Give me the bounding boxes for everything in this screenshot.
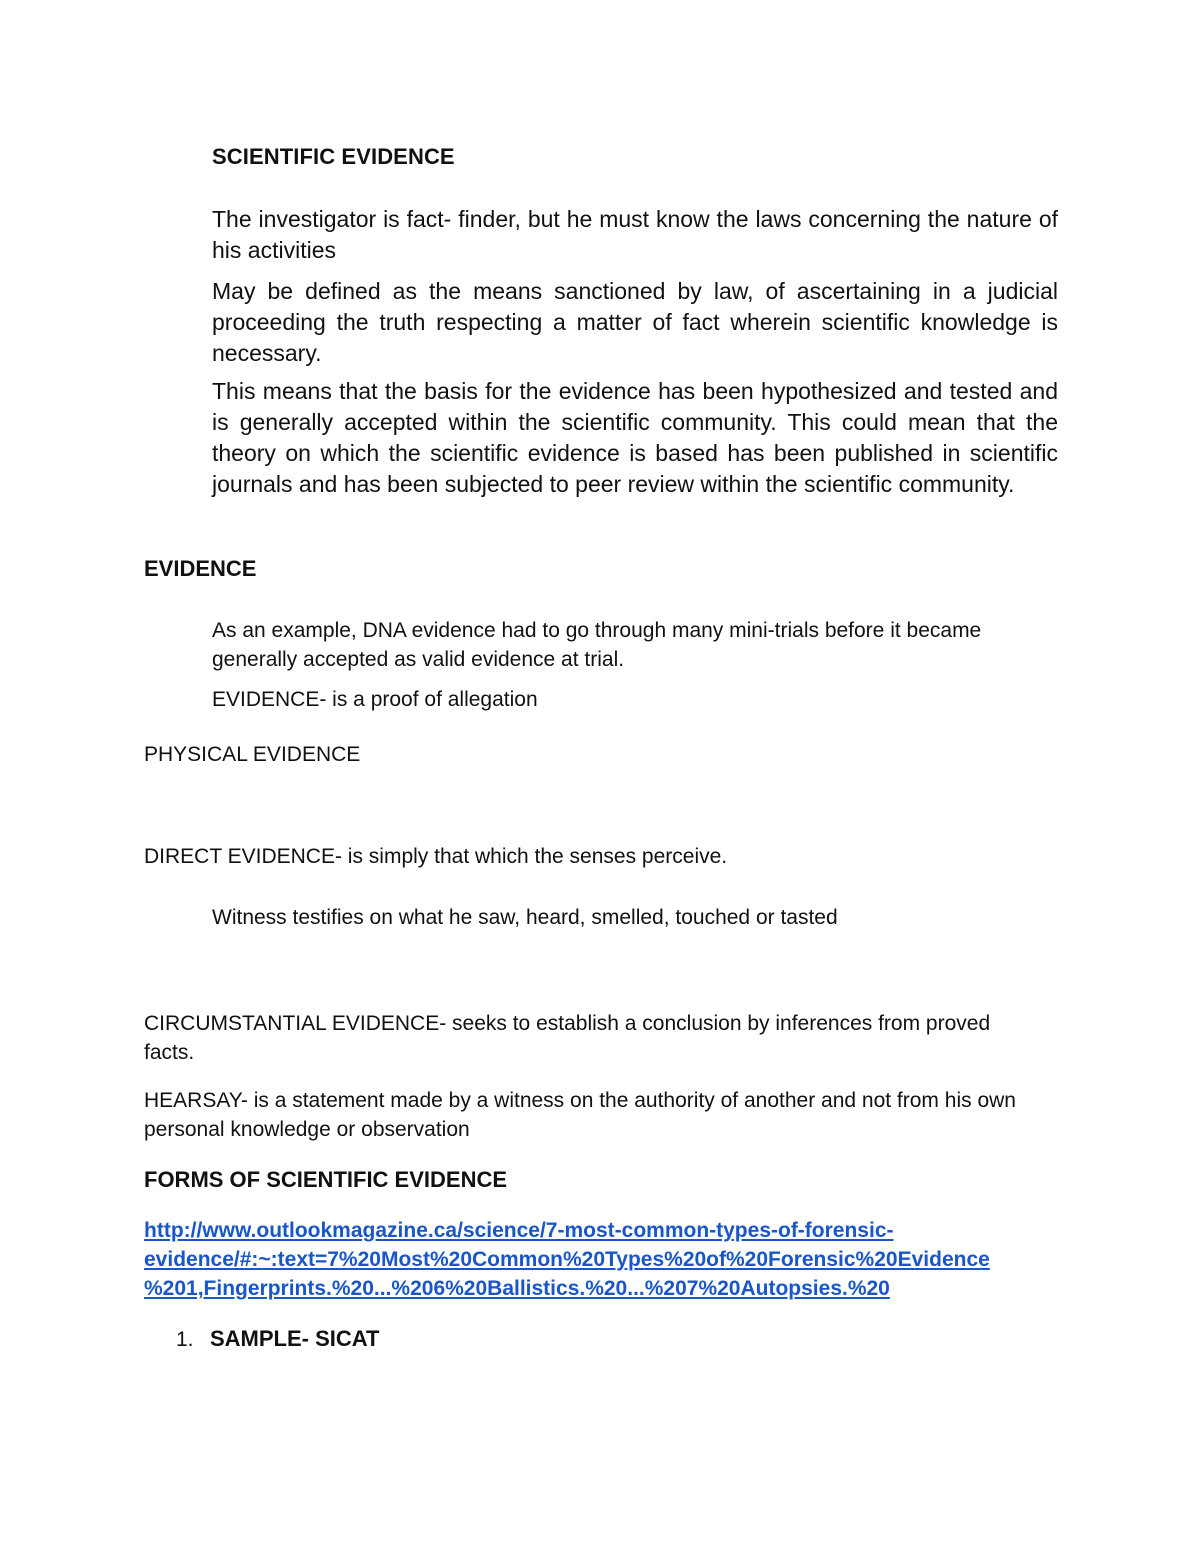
list-item [176,1326,379,1352]
document-title: SCIENTIFIC EVIDENCE [212,144,455,169]
definition-paragraph: May be defined as the means sanctioned by law, of ascertaining in a judicial proceeding the truth respecting a matter of fact wherein scientific knowledge is necessary. [212,278,1058,366]
hearsay-definition: HEARSAY- is a statement made by a witness on the authority of another and not from his own personal knowledge or observation [144,1089,1016,1141]
intro-paragraph: The investigator is fact- finder, but he must know the laws concerning the nature of his activities [212,206,1058,263]
witness-line: Witness testifies on what he saw, heard, smelled, touched or tasted [212,906,838,929]
reference-link-line[interactable]: evidence/#:~:text=7%20Most%20Common%20Types%20of%20Forensic%20Evidence [144,1248,990,1271]
list-item-label: SAMPLE- SICAT [209,1326,380,1351]
circumstantial-evidence-definition: CIRCUMSTANTIAL EVIDENCE- seeks to establish a conclusion by inferences from proved facts. [144,1012,991,1064]
reference-link[interactable] [144,1216,1064,1303]
evidence-heading: EVIDENCE [144,556,257,581]
reference-link-line[interactable]: http://www.outlookmagazine.ca/science/7-most-common-types-of-forensic- [144,1219,894,1242]
dna-example-paragraph: As an example, DNA evidence had to go through many mini-trials before it became generally accepted as valid evidence at trial. [212,619,982,671]
evidence-definition: EVIDENCE- is a proof of allegation [212,688,538,711]
scientific-community-paragraph: This means that the basis for the evidence has been hypothesized and tested and is generally accepted within the scientific community. This could mean that the theory on which the scientific evidence is based has been published in scientific journals and has been subjected to peer review within the scientific community. [212,378,1058,497]
forms-heading: FORMS OF SCIENTIFIC EVIDENCE [144,1167,508,1192]
physical-evidence-label: PHYSICAL EVIDENCE [144,743,361,766]
direct-evidence-definition: DIRECT EVIDENCE- is simply that which the senses perceive. [144,845,728,868]
reference-link-line[interactable]: %201,Fingerprints.%20...%206%20Ballistics.%20...%207%20Autopsies.%20 [144,1277,890,1300]
list-item-number: 1. [176,1328,194,1351]
